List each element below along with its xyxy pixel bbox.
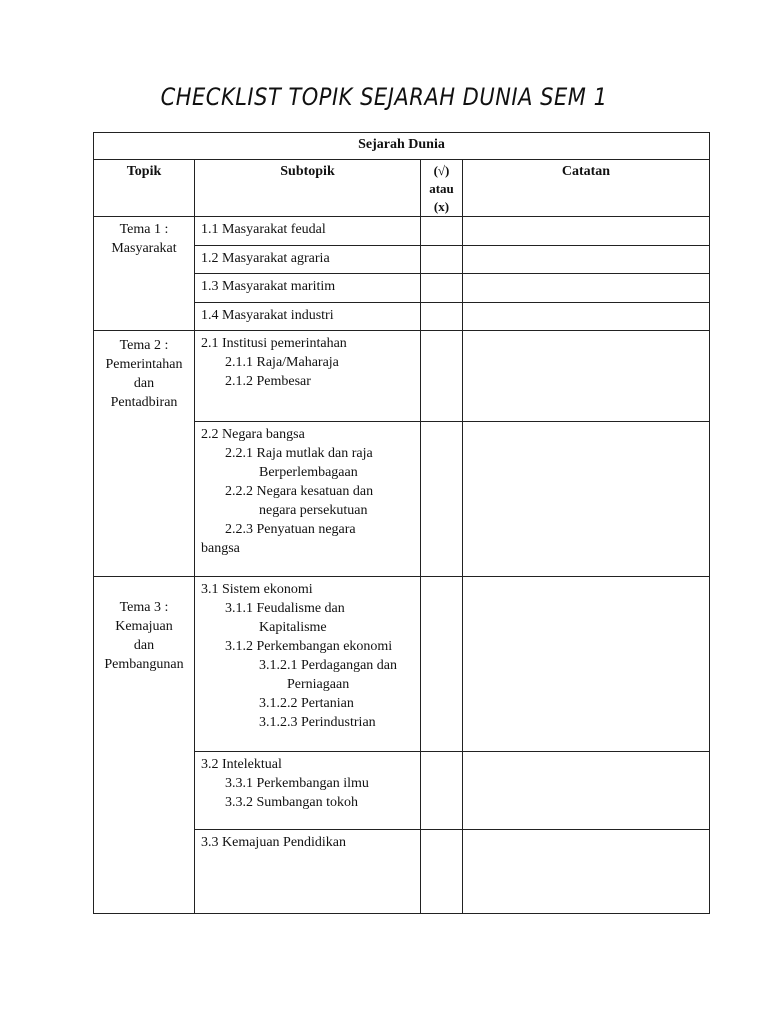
page-title: CHECKLIST TOPIK SEJARAH DUNIA SEM 1	[160, 83, 608, 111]
tema-label-line: Tema 3 :	[119, 600, 169, 615]
subtopik-line: 2.2.1 Raja mutlak dan raja	[225, 446, 373, 461]
subtopik-cell	[195, 830, 421, 914]
header-check	[421, 160, 463, 217]
check-cell[interactable]	[421, 752, 463, 830]
subtopik-line: 3.3.2 Sumbangan tokoh	[225, 795, 358, 810]
tema-label-line: dan	[133, 376, 155, 391]
subtopik-cell: 1.4 Masyarakat industri	[195, 303, 421, 331]
check-cell[interactable]	[421, 422, 463, 577]
subtopik-cell: 1.3 Masyarakat maritim	[195, 274, 421, 303]
table-row	[94, 331, 710, 422]
subtopik-cell	[195, 422, 421, 577]
catatan-cell[interactable]	[463, 422, 710, 577]
header-topik: Topik	[94, 160, 195, 217]
header-check-line: (√)	[433, 163, 450, 178]
tema-label-line: dan	[133, 638, 155, 653]
tema-label-line: Pentadbiran	[110, 395, 178, 410]
table-row	[94, 217, 710, 246]
subtopik-line: 3.1.2 Perkembangan ekonomi	[225, 639, 393, 654]
subtopik-line: 2.2 Negara bangsa	[201, 427, 305, 442]
tema-label-line: Tema 2 :	[119, 338, 169, 353]
subtopik-line: 3.2 Intelektual	[201, 757, 282, 772]
tema-label-line: Pembangunan	[104, 657, 184, 672]
header-check-line: atau	[429, 181, 454, 196]
catatan-cell[interactable]	[463, 274, 710, 303]
subtopik-line: bangsa	[201, 541, 240, 556]
subtopik-line: 2.1.2 Pembesar	[225, 374, 311, 389]
check-cell[interactable]	[421, 331, 463, 422]
tema-label-line: Tema 1 :	[119, 222, 169, 237]
check-cell[interactable]	[421, 274, 463, 303]
subtopik-cell: 1.2 Masyarakat agraria	[195, 246, 421, 274]
subtopik-line: 3.1.2.2 Pertanian	[259, 696, 354, 711]
subtopik-line: 2.1.1 Raja/Maharaja	[225, 355, 339, 370]
subtopik-line: Kapitalisme	[259, 620, 327, 635]
header-catatan: Catatan	[463, 160, 710, 217]
header-check-line: (x)	[433, 199, 450, 214]
tema-3-cell	[94, 577, 195, 914]
tema-2-cell	[94, 331, 195, 577]
subtopik-line: 3.3 Kemajuan Pendidikan	[201, 835, 347, 850]
check-cell[interactable]	[421, 303, 463, 331]
subtopik-line: 3.1 Sistem ekonomi	[201, 582, 313, 597]
catatan-cell[interactable]	[463, 303, 710, 331]
subtopik-line: negara persekutuan	[259, 503, 368, 518]
subtopik-line: 3.3.1 Perkembangan ilmu	[225, 776, 369, 791]
subtopik-cell	[195, 577, 421, 752]
catatan-cell[interactable]	[463, 752, 710, 830]
subtopik-line: Berperlembagaan	[259, 465, 358, 480]
subtopik-cell: 1.1 Masyarakat feudal	[195, 217, 421, 246]
subtopik-line: 2.2.3 Penyatuan negara	[225, 522, 356, 537]
subtopik-line: 3.1.2.3 Perindustrian	[259, 715, 376, 730]
checklist-table	[93, 132, 710, 914]
table-caption: Sejarah Dunia	[94, 133, 710, 160]
catatan-cell[interactable]	[463, 217, 710, 246]
tema-1-cell	[94, 217, 195, 331]
subtopik-line: 3.1.1 Feudalisme dan	[225, 601, 345, 616]
subtopik-cell	[195, 752, 421, 830]
tema-label-line: Kemajuan	[115, 619, 173, 634]
table-row	[94, 577, 710, 752]
catatan-cell[interactable]	[463, 830, 710, 914]
subtopik-line: 2.2.2 Negara kesatuan dan	[225, 484, 374, 499]
check-cell[interactable]	[421, 217, 463, 246]
check-cell[interactable]	[421, 830, 463, 914]
subtopik-line: 2.1 Institusi pemerintahan	[201, 336, 347, 351]
catatan-cell[interactable]	[463, 331, 710, 422]
tema-label-line: Pemerintahan	[105, 357, 183, 372]
header-subtopik: Subtopik	[195, 160, 421, 217]
catatan-cell[interactable]	[463, 246, 710, 274]
tema-label-line: Masyarakat	[111, 241, 177, 256]
subtopik-cell	[195, 331, 421, 422]
check-cell[interactable]	[421, 577, 463, 752]
subtopik-line: 3.1.2.1 Perdagangan dan	[259, 658, 398, 673]
catatan-cell[interactable]	[463, 577, 710, 752]
header-row	[94, 160, 710, 217]
check-cell[interactable]	[421, 246, 463, 274]
subtopik-line: Perniagaan	[287, 677, 350, 692]
